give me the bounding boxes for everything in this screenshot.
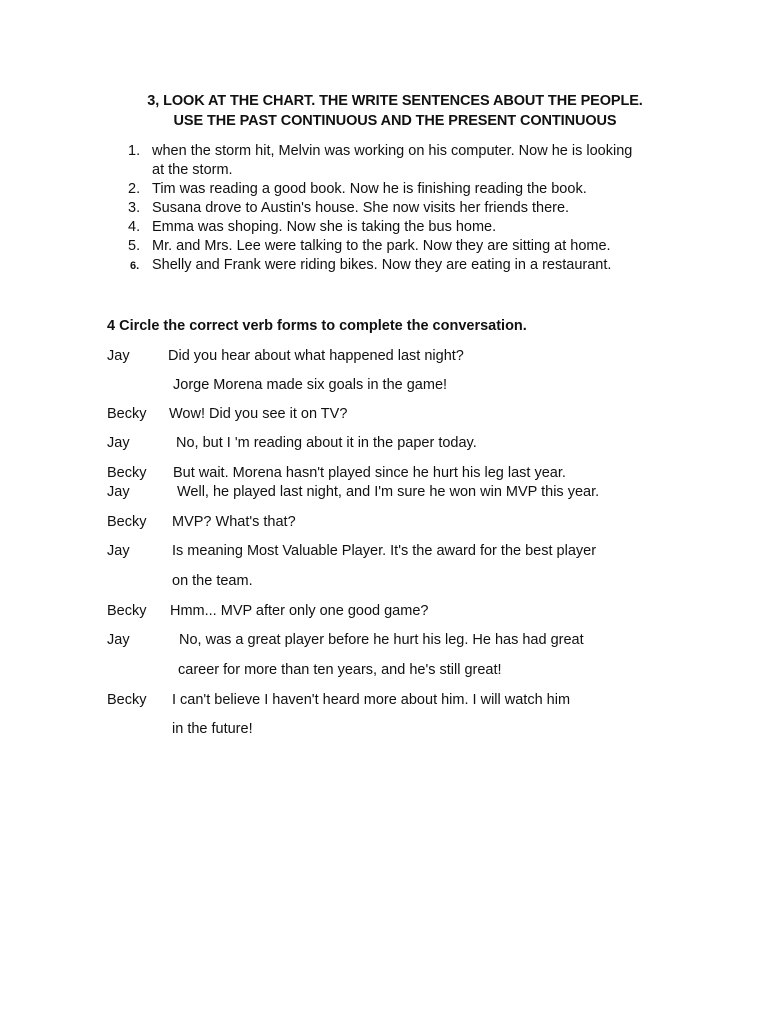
section-3-title-line-1: 3, LOOK AT THE CHART. THE WRITE SENTENCES ABOUT THE PEOPLE. xyxy=(147,93,643,109)
dialogue-line: Wow! Did you see it on TV? xyxy=(169,406,348,422)
dialogue-line: Jorge Morena made six goals in the game! xyxy=(173,377,448,393)
list-item-text: Shelly and Frank were riding bikes. Now they are eating in a restaurant. xyxy=(152,257,612,273)
dialogue-speaker: Becky xyxy=(107,692,147,708)
dialogue-line: No, but I 'm reading about it in the paper today. xyxy=(176,435,477,451)
dialogue-line: on the team. xyxy=(172,573,253,589)
dialogue-speaker: Jay xyxy=(107,632,130,648)
dialogue-speaker: Jay xyxy=(107,435,130,451)
list-item-text-continued: at the storm. xyxy=(152,162,233,178)
dialogue-speaker: Becky xyxy=(107,514,147,530)
dialogue-line: I can't believe I haven't heard more about him. I will watch him xyxy=(172,692,571,708)
dialogue-speaker: Becky xyxy=(107,603,147,619)
list-item-text: Mr. and Mrs. Lee were talking to the park. Now they are sitting at home. xyxy=(152,238,611,254)
dialogue-line: MVP? What's that? xyxy=(172,514,296,530)
dialogue-speaker: Jay xyxy=(107,484,130,500)
section-4-title: 4 Circle the correct verb forms to complete the conversation. xyxy=(107,318,527,334)
list-item-text: Tim was reading a good book. Now he is finishing reading the book. xyxy=(152,181,587,197)
dialogue-speaker: Jay xyxy=(107,348,130,364)
list-item-number: 6. xyxy=(130,260,140,272)
list-item-number: 4. xyxy=(128,219,141,235)
list-item-text: Susana drove to Austin's house. She now visits her friends there. xyxy=(152,200,570,216)
dialogue-line: Hmm... MVP after only one good game? xyxy=(170,603,429,619)
dialogue-line: career for more than ten years, and he's still great! xyxy=(178,662,502,678)
list-item-text: Emma was shoping. Now she is taking the bus home. xyxy=(152,219,497,235)
list-item-number: 3. xyxy=(128,200,141,216)
list-item-number: 2. xyxy=(128,181,141,197)
list-item-text: when the storm hit, Melvin was working on his computer. Now he is looking xyxy=(152,143,633,159)
dialogue-speaker: Becky xyxy=(107,465,147,481)
dialogue-line: Is meaning Most Valuable Player. It's the award for the best player xyxy=(172,543,597,559)
list-item-number: 1. xyxy=(128,143,141,159)
dialogue-line: No, was a great player before he hurt his leg. He has had great xyxy=(179,632,584,648)
dialogue-line: But wait. Morena hasn't played since he hurt his leg last year. xyxy=(173,465,566,481)
dialogue-line: in the future! xyxy=(172,721,253,737)
dialogue-speaker: Becky xyxy=(107,406,147,422)
section-3-title-line-2: USE THE PAST CONTINUOUS AND THE PRESENT CONTINUOUS xyxy=(173,113,617,129)
dialogue-line: Did you hear about what happened last night? xyxy=(168,348,464,364)
list-item-number: 5. xyxy=(128,238,141,254)
dialogue-line: Well, he played last night, and I'm sure he won win MVP this year. xyxy=(177,484,600,500)
dialogue-speaker: Jay xyxy=(107,543,130,559)
